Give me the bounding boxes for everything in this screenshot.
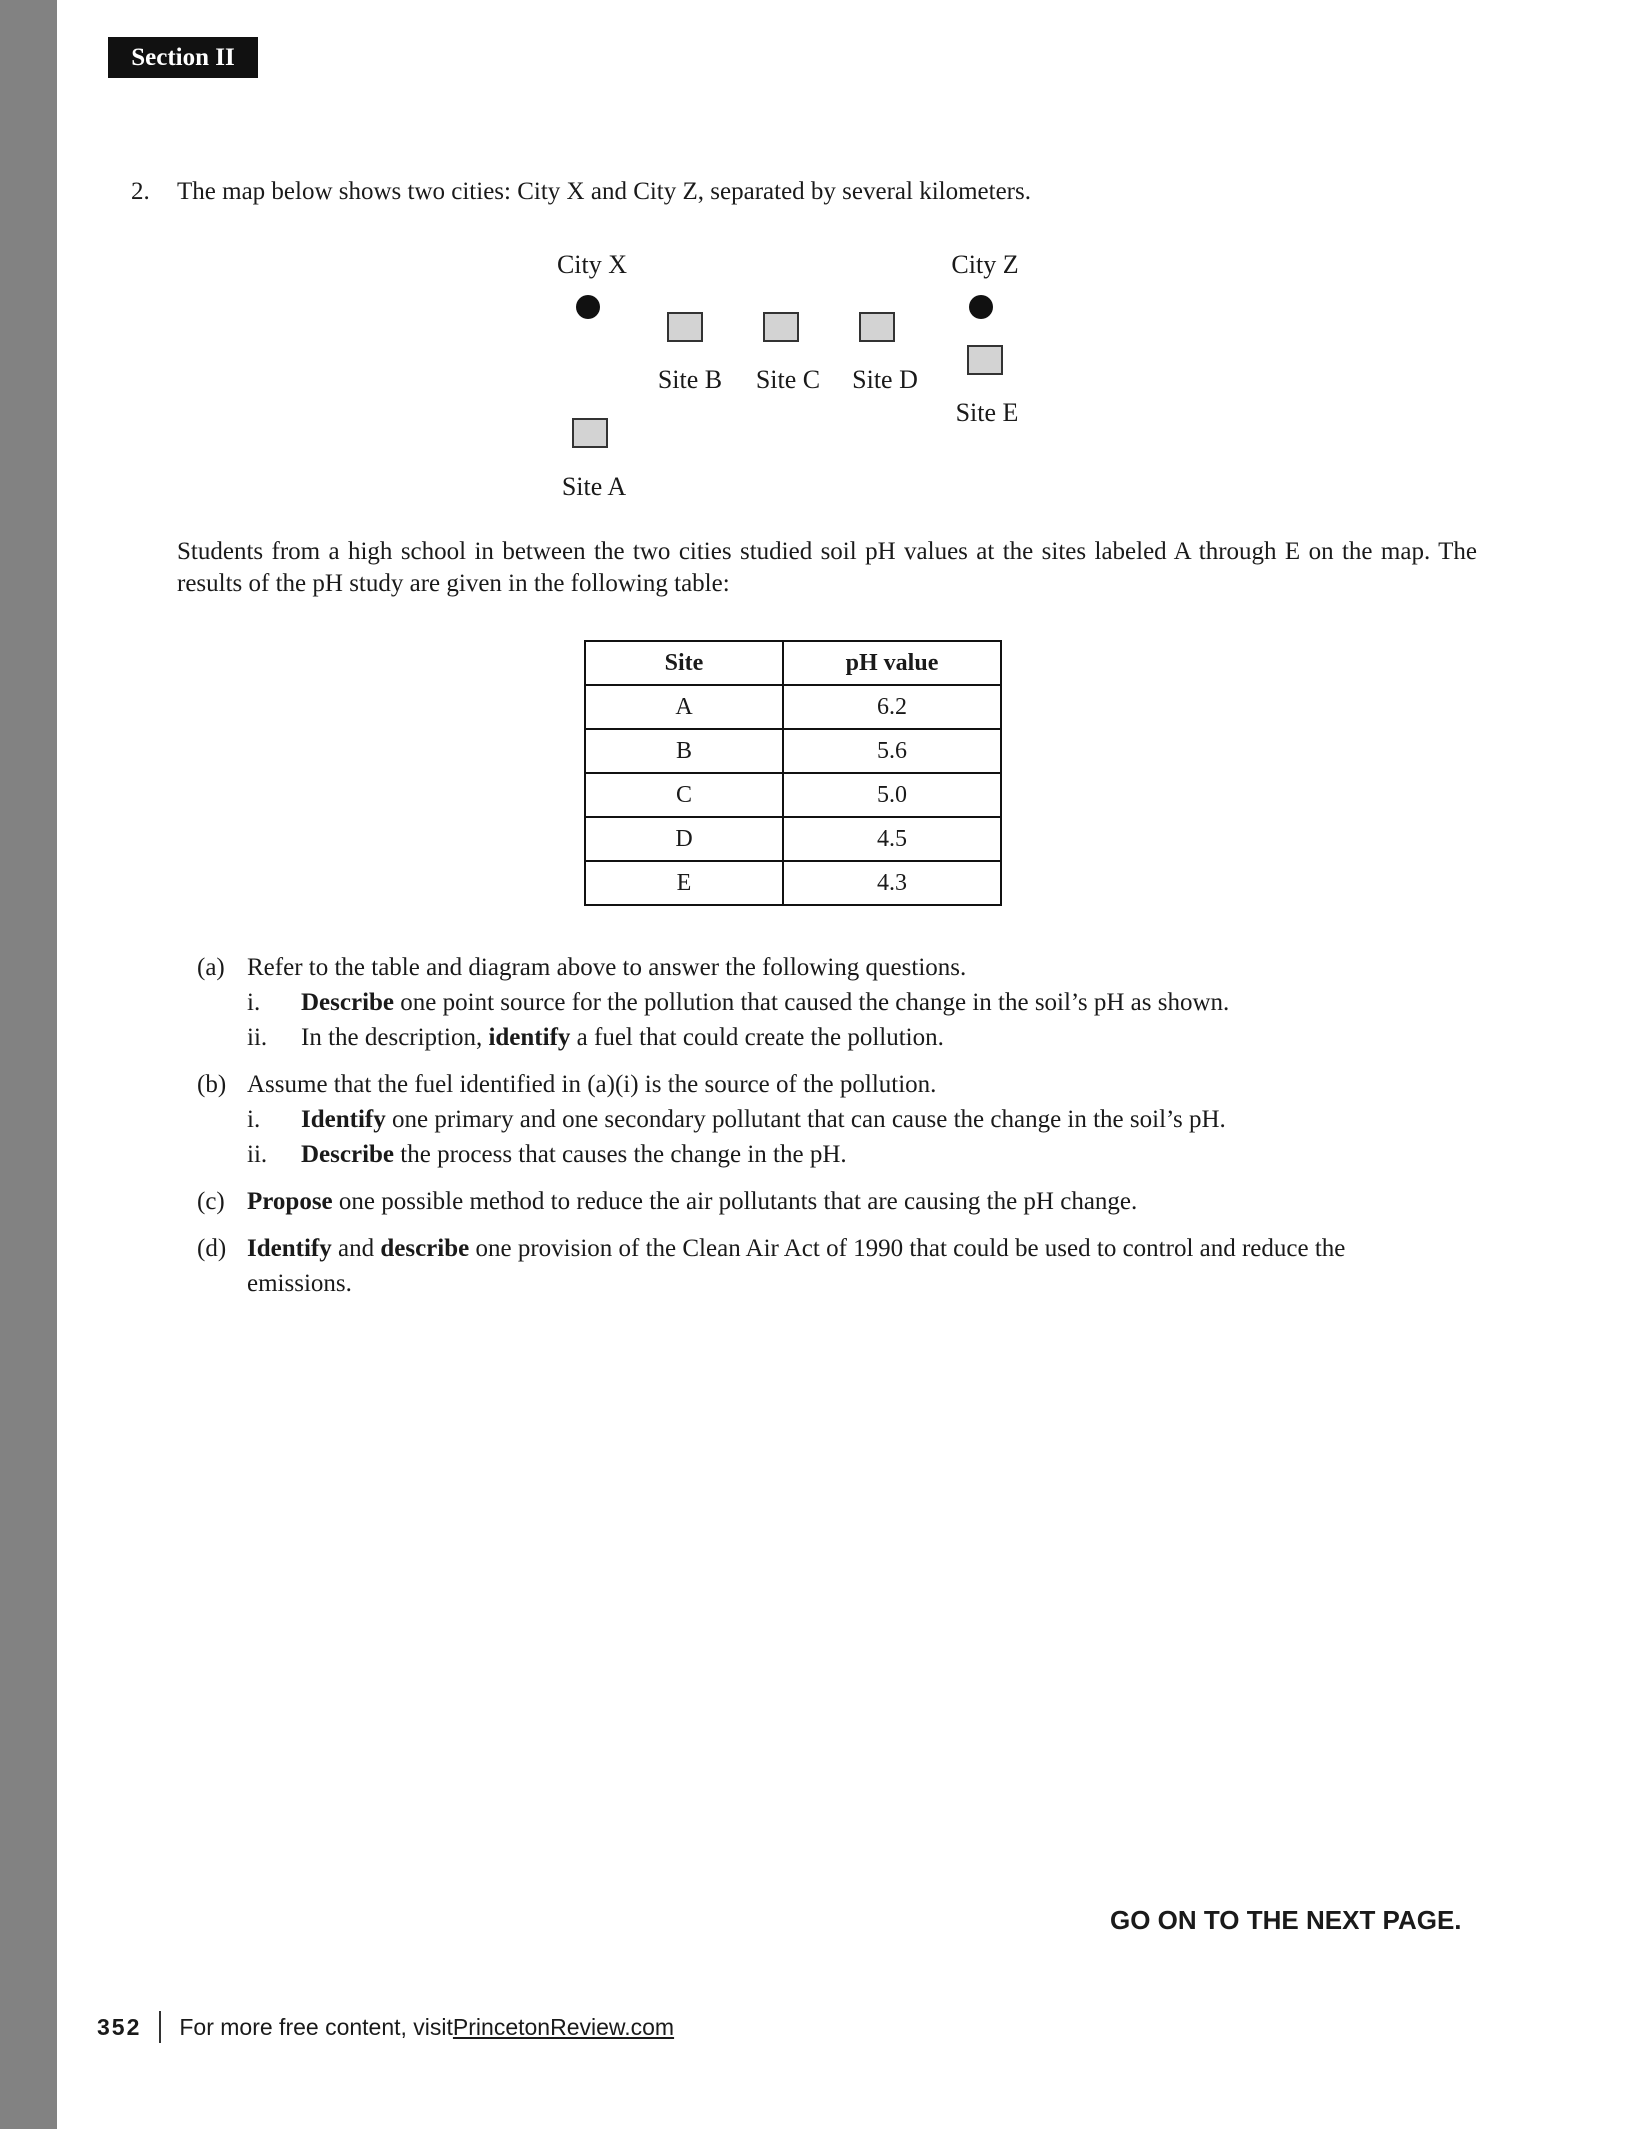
- site-e-marker: [967, 345, 1003, 375]
- site-c-label: Site C: [755, 365, 821, 394]
- part-a-label: (a): [197, 954, 225, 981]
- part-a: [197, 950, 1447, 1055]
- section-label: Section II: [108, 37, 258, 78]
- part-b-label: (b): [197, 1071, 227, 1098]
- part-a-i: i. Describe one point source for the pollution that caused the change in the soil’s pH as shown.: [247, 989, 1230, 1016]
- ph-table: [584, 640, 1002, 906]
- footer-promo: For more free content, visit: [179, 2013, 453, 2040]
- site-cell: C: [585, 773, 783, 817]
- part-d-label: (d): [197, 1235, 227, 1262]
- part-a-text: Refer to the table and diagram above to answer the following questions.: [247, 954, 967, 981]
- page-footer: [97, 2010, 674, 2044]
- ph-cell: 4.5: [783, 817, 1001, 861]
- part-d-text: Identify and describe one provision of the Clean Air Act of 1990 that could be used to control and reduce the emissions.: [247, 1235, 1346, 1297]
- table-header-row: [585, 641, 1001, 685]
- part-b: [197, 1067, 1447, 1172]
- site-b-marker: [667, 312, 703, 342]
- column-header-site: Site: [585, 641, 783, 685]
- ph-cell: 6.2: [783, 685, 1001, 729]
- ph-cell: 4.3: [783, 861, 1001, 905]
- city-x-label: City X: [556, 250, 628, 279]
- princeton-review-link[interactable]: PrincetonReview.com: [452, 2013, 675, 2040]
- site-d-marker: [859, 312, 895, 342]
- site-c-marker: [763, 312, 799, 342]
- city-z-marker: [969, 295, 993, 319]
- table-row: [585, 861, 1001, 905]
- part-c: [197, 1184, 1447, 1219]
- site-e-label: Site E: [955, 398, 1019, 427]
- site-b-label: Site B: [657, 365, 723, 394]
- city-z-label: City Z: [951, 250, 1019, 279]
- table-row: [585, 817, 1001, 861]
- site-a-marker: [572, 418, 608, 448]
- site-map: [540, 250, 1060, 510]
- column-header-ph: pH value: [783, 641, 1001, 685]
- table-row: [585, 773, 1001, 817]
- site-a-label: Site A: [561, 472, 627, 501]
- side-bar: [0, 0, 57, 2129]
- part-c-label: (c): [197, 1188, 225, 1215]
- site-d-label: Site D: [852, 365, 918, 394]
- table-row: [585, 729, 1001, 773]
- part-a-ii: ii. In the description, identify a fuel that could create the pollution.: [247, 1024, 944, 1051]
- part-b-ii: ii. Describe the process that causes the change in the pH.: [247, 1141, 847, 1168]
- site-cell: E: [585, 861, 783, 905]
- city-x-marker: [576, 295, 600, 319]
- part-c-text: Propose one possible method to reduce the air pollutants that are causing the pH change.: [247, 1188, 1138, 1215]
- site-cell: D: [585, 817, 783, 861]
- site-cell: B: [585, 729, 783, 773]
- site-cell: A: [585, 685, 783, 729]
- part-b-text: Assume that the fuel identified in (a)(i) is the source of the pollution.: [247, 1071, 937, 1098]
- question-intro: The map below shows two cities: City X and City Z, separated by several kilometers.: [177, 178, 1031, 205]
- ph-cell: 5.0: [783, 773, 1001, 817]
- part-d: [197, 1231, 1447, 1301]
- question-number: 2.: [131, 178, 150, 205]
- part-b-i: i. Identify one primary and one secondary pollutant that can cause the change in the soil’s pH.: [247, 1106, 1226, 1133]
- question-parts: [197, 950, 1447, 1313]
- go-on-notice: GO ON TO THE NEXT PAGE.: [1110, 1905, 1462, 1935]
- study-paragraph: Students from a high school in between the two cities studied soil pH values at the sites labeled A through E on the map. The results of the pH study are given in the following table:: [177, 538, 1477, 597]
- footer-divider: [159, 2011, 161, 2043]
- page-number: 352: [97, 2013, 142, 2040]
- table-row: [585, 685, 1001, 729]
- ph-cell: 5.6: [783, 729, 1001, 773]
